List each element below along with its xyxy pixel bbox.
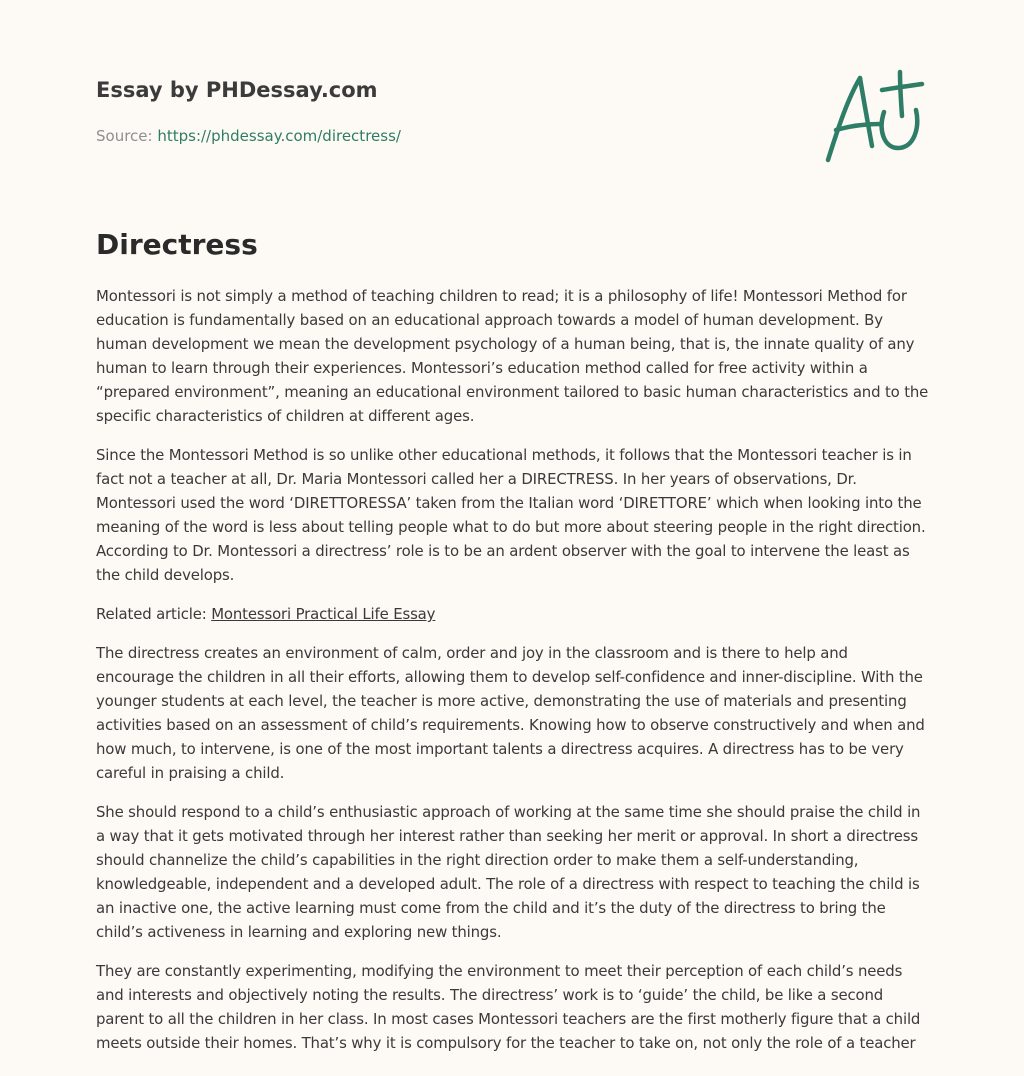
source-line bbox=[96, 126, 696, 146]
essay-title: Directress bbox=[96, 228, 258, 261]
essay-paragraph: The directress creates an environment of calm, order and joy in the classroom and is there to help and encourage the children in all their efforts, allowing them to develop self-confidence and inner-discipline. With the younger students at each level, the teacher is more active, demonstrating the use of materials and presenting activities based on an assessment of child’s requirements. Knowing how to observe constructively and when and how much, to intervene, is one of the most important talents a directress acquires. A directress has to be very careful in praising a child. bbox=[96, 644, 925, 782]
brand-title: Essay by PHDessay.com bbox=[96, 78, 378, 102]
essay-paragraph: Since the Montessori Method is so unlike other educational methods, it follows that the Montessori teacher is in fact not a teacher at all, Dr. Maria Montessori called her a DIRECTRESS. In her years of observations, Dr. Montessori used the word ‘DIRETTORESSA’ taken from the Italian word ‘DIRETTORE’ which when looking into the meaning of the word is less about telling people what to do but more about steering people in the right direction. According to Dr. Montessori a directress’ role is to be an ardent observer with the goal to intervene the least as the child develops. bbox=[96, 446, 926, 584]
essay-paragraph: She should respond to a child’s enthusiastic approach of working at the same time she should praise the child in a way that it gets motivated through her interest rather than seeking her merit or approval. In short a directress should channelize the child’s capabilities in the right direction order to make them a self-understanding, knowledgeable, independent and a developed adult. The role of a directress with respect to teaching the child is an inactive one, the active learning must come from the child and it’s the duty of the directress to bring the child’s activeness in learning and exploring new things. bbox=[96, 803, 921, 941]
source-label: Source: bbox=[96, 127, 158, 145]
related-article-label: Related article: bbox=[96, 605, 212, 623]
related-article-link[interactable]: Montessori Practical Life Essay bbox=[211, 605, 436, 623]
source-link[interactable]: https://phdessay.com/directress/ bbox=[157, 127, 401, 145]
site-header bbox=[96, 76, 696, 146]
essay-paragraph: Montessori is not simply a method of teaching children to read; it is a philosophy of life! Montessori Method for education is fundamentally based on an educational approach towards a model of human development. By human development we mean the development psychology of a human being, that is, the innate quality of any human to learn through their experiences. Montessori’s education method called for free activity within a “prepared environment”, meaning an educational environment tailored to basic human characteristics and to the specific characteristics of children at different ages. bbox=[96, 287, 929, 425]
essay-paragraph: They are constantly experimenting, modifying the environment to meet their perception of each child’s needs and interests and objectively noting the results. The directress’ work is to ‘guide’ the child, be like a second parent to all the children in her class. In most cases Montessori teachers are the first motherly figure that a child meets outside their homes. That’s why it is compulsory for the teacher to take on, not only the role of a teacher bbox=[96, 962, 921, 1052]
a-plus-logo-icon bbox=[822, 68, 926, 164]
related-article bbox=[96, 602, 930, 626]
essay-body bbox=[96, 284, 930, 1070]
